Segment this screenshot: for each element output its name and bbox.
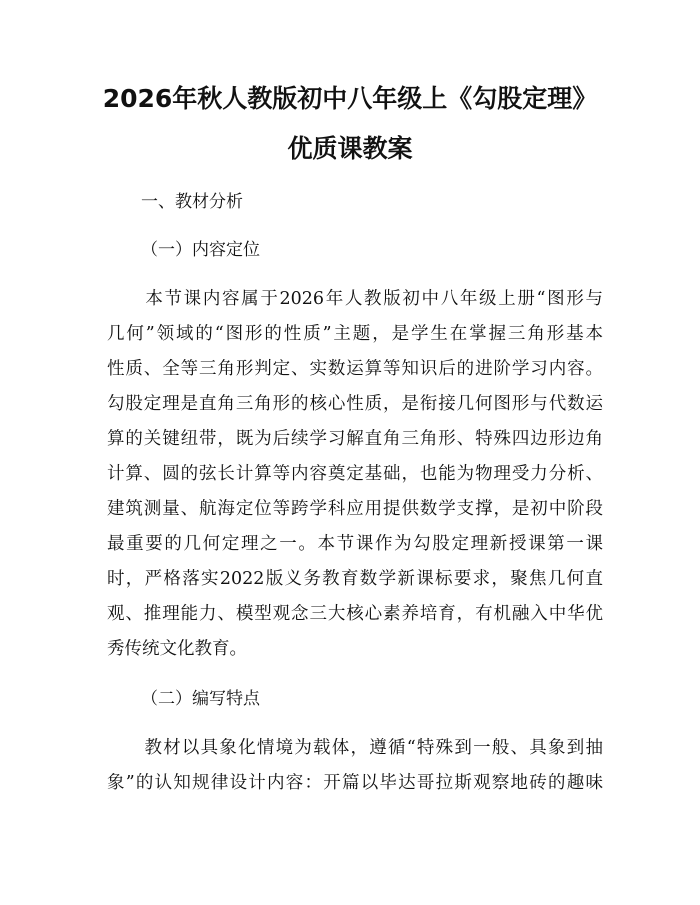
subsection-heading-content-positioning: （一）内容定位	[141, 240, 260, 260]
paragraph-line: 教材以具象化情境为载体，遵循“特殊到一般、具象到抽	[107, 738, 603, 758]
paragraph-line: 本节课内容属于2026年人教版初中八年级上册“图形与	[107, 289, 603, 309]
paragraph-line: 算的关键纽带，既为后续学习解直角三角形、特殊四边形边角	[107, 429, 603, 449]
paragraph-line: 秀传统文化教育。	[107, 639, 247, 659]
paragraph-line: 时，严格落实2022版义务教育数学新课标要求，聚焦几何直	[107, 569, 603, 589]
paragraph-content-positioning	[107, 282, 603, 667]
section-heading-textbook-analysis: 一、教材分析	[141, 192, 243, 212]
paragraph-writing-features	[107, 731, 603, 801]
paragraph-line: 建筑测量、航海定位等跨学科应用提供数学支撑，是初中阶段	[107, 499, 603, 519]
document-title-line-1: 2026年秋人教版初中八年级上《勾股定理》	[102, 84, 598, 113]
paragraph-line: 计算、圆的弦长计算等内容奠定基础，也能为物理受力分析、	[107, 464, 603, 484]
paragraph-line: 最重要的几何定理之一。本节课作为勾股定理新授课第一课	[107, 534, 603, 554]
paragraph-line: 勾股定理是直角三角形的核心性质，是衔接几何图形与代数运	[107, 394, 603, 414]
paragraph-line: 几何”领域的“图形的性质”主题，是学生在掌握三角形基本	[107, 324, 603, 344]
subsection-heading-writing-features: （二）编写特点	[141, 689, 260, 709]
paragraph-line: 观、推理能力、模型观念三大核心素养培育，有机融入中华优	[107, 604, 603, 624]
paragraph-line: 性质、全等三角形判定、实数运算等知识后的进阶学习内容。	[107, 359, 603, 379]
paragraph-line: 象”的认知规律设计内容：开篇以毕达哥拉斯观察地砖的趣味	[107, 773, 603, 793]
document-title-line-2: 优质课教案	[287, 134, 413, 163]
